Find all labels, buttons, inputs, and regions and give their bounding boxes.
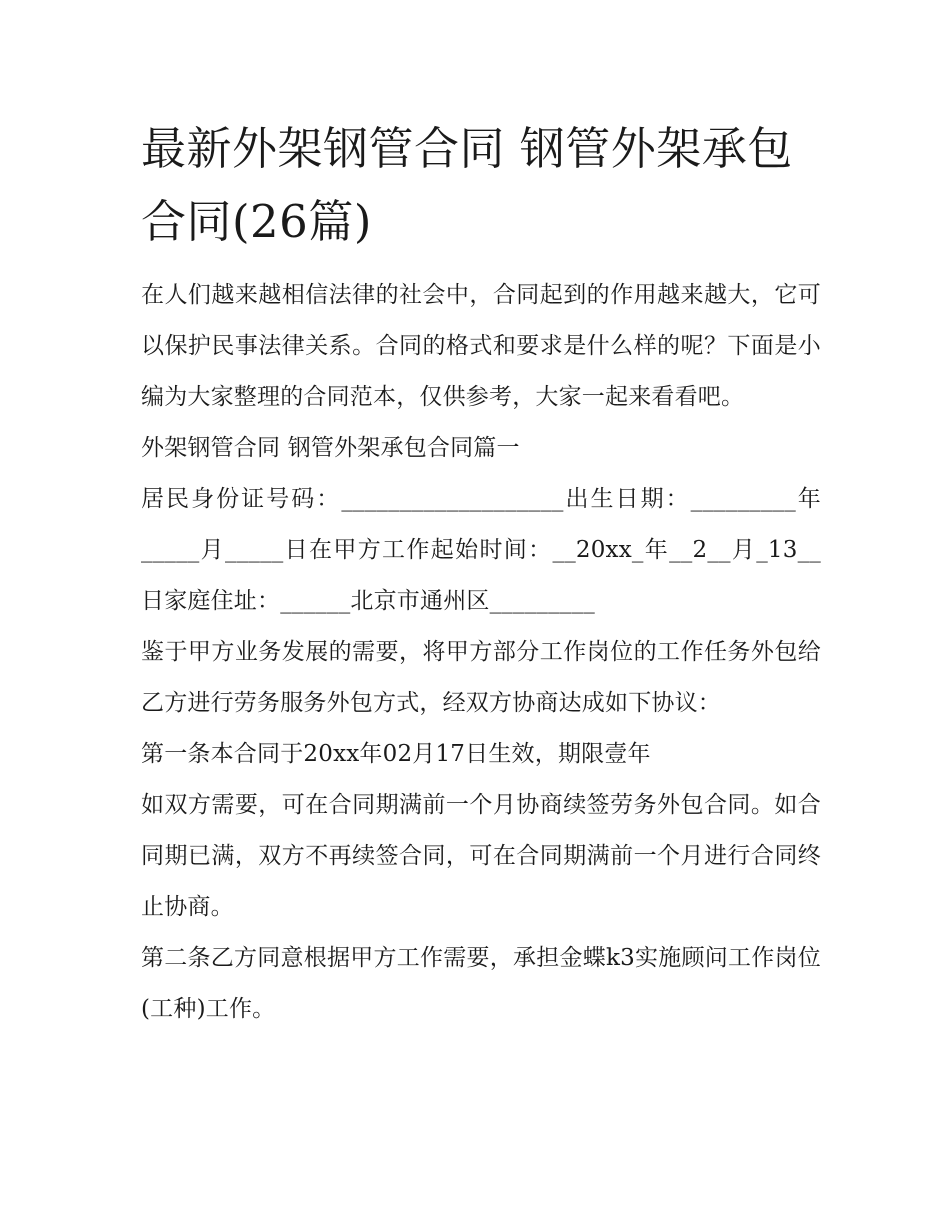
document-page [141,112,821,1035]
preamble-paragraph: 鉴于甲方业务发展的需要，将甲方部分工作岗位的工作任务外包给乙方进行劳务服务外包方式，经双方协商达成如下协议： [141,639,821,716]
renewal-paragraph: 如双方需要，可在合同期满前一个月协商续签劳务外包合同。如合同期已满，双方不再续签合同，可在合同期满前一个月进行合同终止协商。 [141,792,821,920]
article-one-paragraph: 第一条本合同于20xx年02月17日生效，期限壹年 [141,741,651,767]
document-title: 最新外架钢管合同 钢管外架承包合同(26篇) [141,122,793,248]
personal-info-paragraph: 居民身份证号码：___________________出生日期：_________年_____月_____日在甲方工作起始时间：__20xx_年__2__月_13__日家庭住址：______北京市通州区_________ [141,486,821,614]
intro-paragraph: 在人们越来越相信法律的社会中，合同起到的作用越来越大，它可以保护民事法律关系。合同的格式和要求是什么样的呢？下面是小编为大家整理的合同范本，仅供参考，大家一起来看看吧。 [141,282,821,410]
article-two-paragraph: 第二条乙方同意根据甲方工作需要，承担金蝶k3实施顾问工作岗位(工种)工作。 [141,945,821,1022]
document-body [141,270,821,1035]
section-heading: 外架钢管合同 钢管外架承包合同篇一 [141,435,520,461]
